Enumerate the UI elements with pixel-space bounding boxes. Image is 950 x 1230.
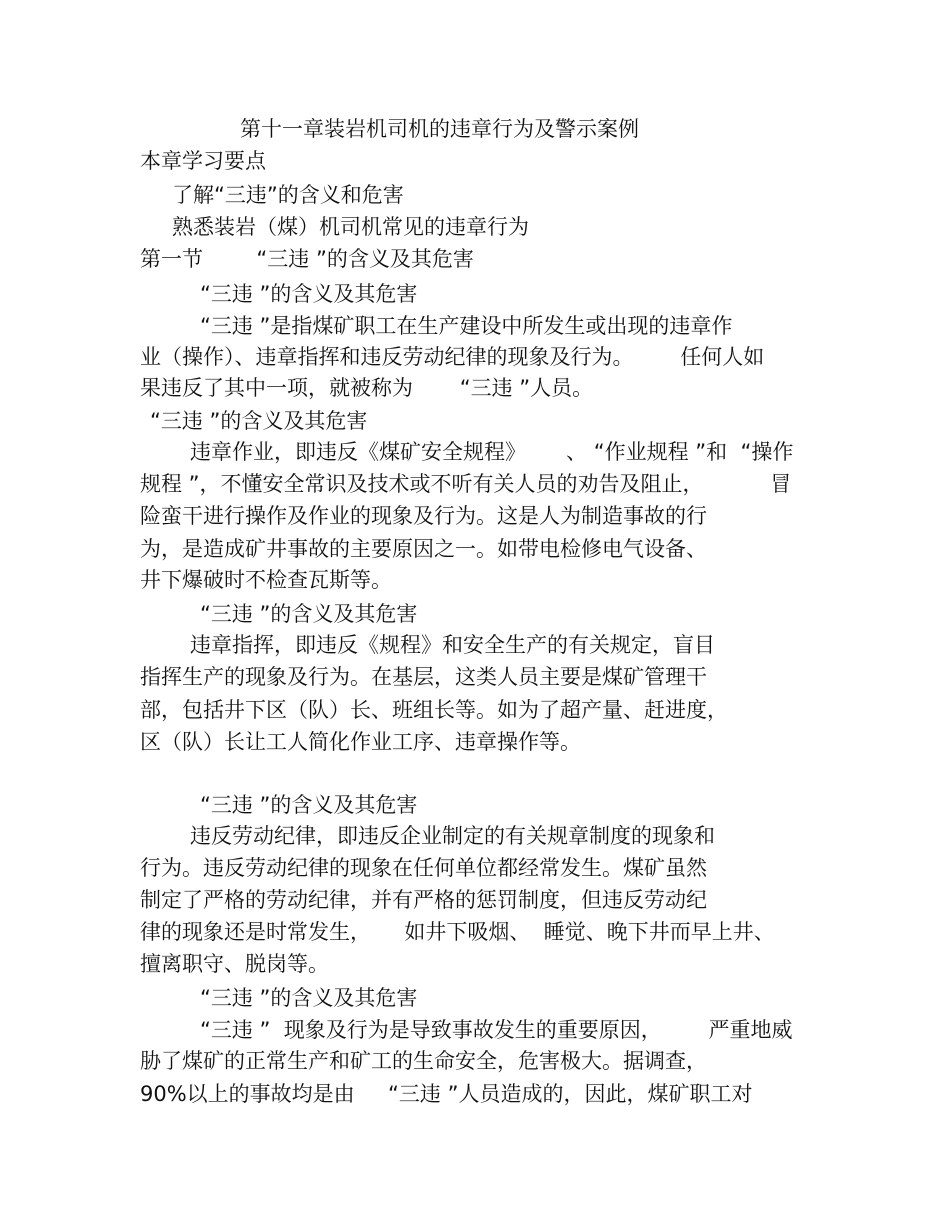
paragraph-line: 违反劳动纪律，即违反企业制定的有关规章制度的现象和 [190, 824, 715, 848]
paragraph-line: “三违 ”是指煤矿职工在生产建设中所发生或出现的违章作 [200, 314, 733, 338]
subheading: “三违 ”的含义及其危害 [200, 793, 418, 817]
paragraph-line: 胁了煤矿的正常生产和矿工的生命安全，危害极大。据调查， [140, 1049, 707, 1073]
paragraph-line: 井下爆破时不检查瓦斯等。 [140, 568, 392, 592]
study-points-heading: 本章学习要点 [140, 149, 266, 173]
paragraph-line: 律的现象还是时常发生， 如井下吸烟、 睡觉、晚下井而早上井、 [140, 920, 775, 944]
paragraph-line: 制定了严格的劳动纪律，并有严格的惩罚制度，但违反劳动纪 [140, 888, 707, 912]
paragraph-line: 部，包括井下区（队）长、班组长等。如为了超产量、赶进度， [140, 698, 728, 722]
paragraph-line: “三违 ” 现象及行为是导致事故发生的重要原因， 严重地威 [200, 1018, 793, 1042]
paragraph-line: 行为。违反劳动纪律的现象在任何单位都经常发生。煤矿虽然 [140, 856, 707, 880]
paragraph-line: 规程 ”，不懂安全常识及技术或不听有关人员的劝告及阻止， 冒 [140, 472, 792, 496]
paragraph-line: 果违反了其中一项，就被称为 “三违 ”人员。 [140, 376, 594, 400]
paragraph-line: 为，是造成矿井事故的主要原因之一。如带电检修电气设备、 [140, 537, 707, 561]
paragraph-line: 指挥生产的现象及行为。在基层，这类人员主要是煤矿管理干 [140, 665, 707, 689]
paragraph-line: 90%以上的事故均是由 “三违 ”人员造成的，因此，煤矿职工对 [140, 1082, 753, 1106]
paragraph-line: 险蛮干进行操作及作业的现象及行为。这是人为制造事故的行 [140, 504, 707, 528]
paragraph-line: 违章指挥，即违反《规程》和安全生产的有关规定，盲目 [190, 633, 715, 657]
paragraph-line: 擅离职守、脱岗等。 [140, 952, 329, 976]
study-point-1: 了解“三违”的含义和危害 [172, 183, 404, 207]
subheading: “三违 ”的含义及其危害 [200, 282, 418, 306]
section-heading: 第一节 “三违 ”的含义及其危害 [140, 247, 474, 271]
subheading: “三违 ”的含义及其危害 [200, 986, 418, 1010]
chapter-title: 第十一章装岩机司机的违章行为及警示案例 [240, 117, 639, 141]
study-point-2: 熟悉装岩（煤）机司机常见的违章行为 [172, 215, 529, 239]
paragraph-line: 业（操作）、违章指挥和违反劳动纪律的现象及行为。 任何人如 [140, 345, 765, 369]
paragraph-line: 违章作业，即违反《煤矿安全规程》 、 “作业规程 ”和 “操作 [190, 440, 794, 464]
subheading: “三违 ”的含义及其危害 [150, 409, 368, 433]
subheading: “三违 ”的含义及其危害 [200, 602, 418, 626]
paragraph-line: 区（队）长让工人简化作业工序、违章操作等。 [140, 730, 581, 754]
